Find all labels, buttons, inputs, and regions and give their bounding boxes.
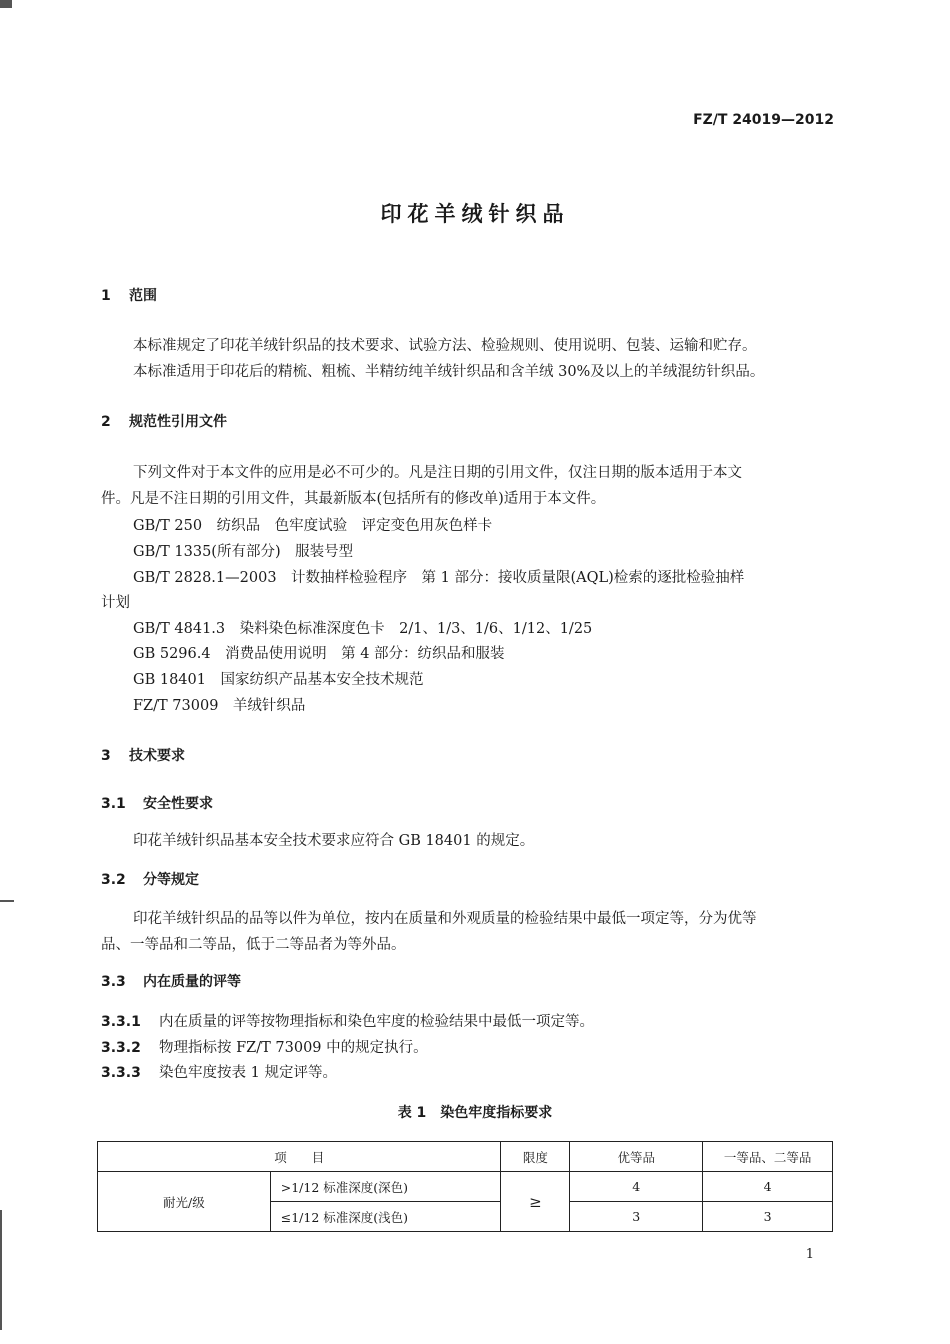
section-title: 安全性要求 — [143, 796, 213, 812]
table-row — [98, 1172, 833, 1202]
section-number: 3.3 — [101, 974, 126, 990]
first-second-value: 3 — [703, 1202, 833, 1232]
paragraph-line: 下列文件对于本文件的应用是必不可少的。凡是注日期的引用文件，仅注日期的版本适用于本文 — [133, 465, 742, 481]
standard-code: FZ/T 24019—2012 — [693, 112, 834, 128]
header-first-second: 一等品、二等品 — [703, 1142, 833, 1172]
clause-3-3-1 — [101, 1010, 594, 1031]
row-item: >1/12 标准深度(深色) — [270, 1172, 501, 1202]
clause-text: 染色牢度按表 1 规定评等。 — [159, 1065, 337, 1081]
header-item: 项 目 — [98, 1142, 501, 1172]
section-heading-3-3 — [101, 971, 241, 991]
clause-3-3-2 — [101, 1036, 428, 1057]
paragraph: 本标准规定了印花羊绒针织品的技术要求、试验方法、检验规则、使用说明、包装、运输和贮存。 — [133, 338, 757, 354]
section-number: 3.1 — [101, 796, 126, 812]
header-limit: 限度 — [501, 1142, 570, 1172]
paragraph: 印花羊绒针织品基本安全技术要求应符合 GB 18401 的规定。 — [133, 833, 535, 849]
table-header-row — [98, 1142, 833, 1172]
section-title: 范围 — [129, 288, 157, 304]
reference-item: GB/T 2828.1—2003 计数抽样检验程序 第 1 部分：接收质量限(AQL)检索的逐批检验抽样 — [133, 570, 745, 586]
section-number: 2 — [101, 414, 111, 430]
section-number: 3 — [101, 748, 111, 764]
header-premium: 优等品 — [570, 1142, 703, 1172]
section-number: 1 — [101, 288, 111, 304]
reference-item-continuation: 计划 — [101, 595, 130, 611]
reference-item: FZ/T 73009 羊绒针织品 — [133, 698, 306, 714]
colorfastness-table — [97, 1141, 833, 1232]
section-title: 规范性引用文件 — [129, 414, 227, 430]
section-heading-3-2 — [101, 869, 199, 889]
reference-item: GB 18401 国家纺织产品基本安全技术规范 — [133, 672, 424, 688]
premium-value: 3 — [570, 1202, 703, 1232]
section-number: 3.2 — [101, 872, 126, 888]
section-heading-2 — [101, 411, 227, 431]
document-title: 印花羊绒针织品 — [380, 202, 570, 226]
clause-number: 3.3.1 — [101, 1014, 141, 1030]
table-caption: 表 1 染色牢度指标要求 — [397, 1105, 553, 1121]
paragraph-line: 件。凡是不注日期的引用文件，其最新版本(包括所有的修改单)适用于本文件。 — [101, 491, 606, 507]
reference-item: GB/T 1335(所有部分) 服装号型 — [133, 544, 354, 560]
scan-edge-mark — [0, 0, 12, 8]
reference-item: GB/T 250 纺织品 色牢度试验 评定变色用灰色样卡 — [133, 518, 493, 534]
paragraph-line: 品、一等品和二等品，低于二等品者为等外品。 — [101, 937, 406, 953]
clause-3-3-3 — [101, 1061, 337, 1082]
section-title: 内在质量的评等 — [143, 974, 241, 990]
row-item: ≤1/12 标准深度(浅色) — [270, 1202, 501, 1232]
group-label: 耐光/级 — [98, 1172, 271, 1232]
premium-value: 4 — [570, 1172, 703, 1202]
section-title: 分等规定 — [143, 872, 199, 888]
scan-edge-mark — [0, 900, 14, 902]
page-number: 1 — [805, 1247, 814, 1262]
clause-number: 3.3.3 — [101, 1065, 141, 1081]
section-title: 技术要求 — [129, 748, 185, 764]
section-heading-3 — [101, 745, 185, 765]
paragraph: 本标准适用于印花后的精梳、粗梳、半精纺纯羊绒针织品和含羊绒 30%及以上的羊绒混纺针织品。 — [133, 364, 765, 380]
reference-item: GB/T 4841.3 染料染色标准深度色卡 2/1、1/3、1/6、1/12、1/25 — [133, 621, 593, 637]
clause-text: 内在质量的评等按物理指标和染色牢度的检验结果中最低一项定等。 — [159, 1014, 594, 1030]
section-heading-1 — [101, 285, 157, 305]
first-second-value: 4 — [703, 1172, 833, 1202]
paragraph-line: 印花羊绒针织品的品等以件为单位，按内在质量和外观质量的检验结果中最低一项定等，分为优等 — [133, 911, 757, 927]
section-heading-3-1 — [101, 793, 213, 813]
limit-symbol: ≥ — [501, 1172, 570, 1232]
clause-text: 物理指标按 FZ/T 73009 中的规定执行。 — [159, 1040, 428, 1056]
reference-item: GB 5296.4 消费品使用说明 第 4 部分：纺织品和服装 — [133, 646, 505, 662]
scan-edge-mark — [0, 1210, 2, 1330]
clause-number: 3.3.2 — [101, 1040, 141, 1056]
